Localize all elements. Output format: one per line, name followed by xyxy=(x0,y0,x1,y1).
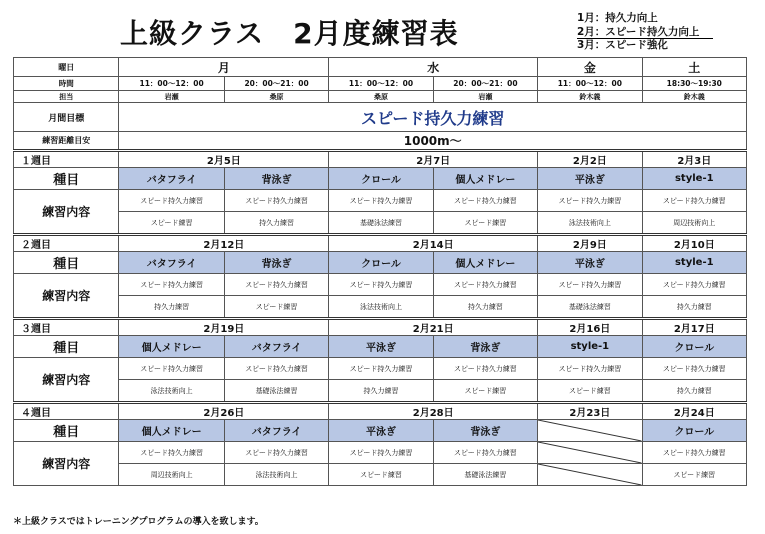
content-label: 練習内容 xyxy=(14,442,119,486)
event-row xyxy=(14,336,747,358)
time-cell: 11：00～12：00 xyxy=(119,77,224,91)
event-cell: バタフライ xyxy=(119,252,224,274)
content-cell: スピード持久力練習 xyxy=(642,274,746,296)
date-cell: 2月10日 xyxy=(642,235,746,252)
event-cell: 平泳ぎ xyxy=(329,420,433,442)
date-cell: 2月28日 xyxy=(329,403,538,420)
content-cell: スピード持久力練習 xyxy=(538,274,642,296)
event-label: 種目 xyxy=(14,420,119,442)
content-cell: 泳法技術向上 xyxy=(329,296,433,319)
time-label: 時間 xyxy=(14,77,119,91)
event-cell: 個人メドレー xyxy=(433,168,537,190)
monthly-theme-legend xyxy=(577,12,713,53)
content-cell: 持久力練習 xyxy=(433,296,537,319)
event-label: 種目 xyxy=(14,168,119,190)
content-cell: 持久力練習 xyxy=(119,296,224,319)
content-cell: 基礎泳法練習 xyxy=(538,296,642,319)
date-cell: 2月26日 xyxy=(119,403,329,420)
event-cell: 背泳ぎ xyxy=(433,420,537,442)
weekday-row xyxy=(14,58,747,77)
content-cell: 泳法技術向上 xyxy=(119,380,224,403)
event-cell: style-1 xyxy=(538,336,642,358)
legend-item-jan: 1月：持久力向上 xyxy=(577,12,658,24)
time-cell: 11：00～12：00 xyxy=(538,77,642,91)
event-cell: 背泳ぎ xyxy=(224,252,328,274)
content-label: 練習内容 xyxy=(14,274,119,319)
event-label: 種目 xyxy=(14,252,119,274)
empty-slot-cell xyxy=(538,464,642,486)
time-cell: 11：00～12：00 xyxy=(329,77,433,91)
event-cell: バタフライ xyxy=(224,420,328,442)
content-cell: スピード持久力練習 xyxy=(224,274,328,296)
goal-row xyxy=(14,103,747,132)
content-row xyxy=(14,380,747,403)
page-title: 上級クラス 2月度練習表 xyxy=(120,17,459,50)
content-label: 練習内容 xyxy=(14,190,119,235)
day-wed: 水 xyxy=(329,58,538,77)
content-cell: スピード持久力練習 xyxy=(329,358,433,380)
content-cell: スピード持久力練習 xyxy=(642,358,746,380)
content-cell: スピード持久力練習 xyxy=(224,190,328,212)
content-cell: スピード持久力練習 xyxy=(433,442,537,464)
practice-schedule-table xyxy=(13,57,747,486)
content-cell: スピード持久力練習 xyxy=(433,358,537,380)
week-label: ２週目 xyxy=(14,235,119,252)
content-cell: スピード持久力練習 xyxy=(119,442,224,464)
time-cell: 20：00～21：00 xyxy=(224,77,328,91)
content-cell: スピード持久力練習 xyxy=(224,358,328,380)
event-cell: 平泳ぎ xyxy=(538,252,642,274)
content-cell: スピード持久力練習 xyxy=(119,190,224,212)
event-cell: クロール xyxy=(642,420,746,442)
content-cell: 周辺技術向上 xyxy=(642,212,746,235)
coach-cell: 鈴木義 xyxy=(642,91,746,103)
content-cell: スピード持久力練習 xyxy=(433,190,537,212)
time-row xyxy=(14,77,747,91)
week-label: ３週目 xyxy=(14,319,119,336)
event-cell: クロール xyxy=(642,336,746,358)
date-cell: 2月19日 xyxy=(119,319,329,336)
content-cell: 泳法技術向上 xyxy=(538,212,642,235)
content-cell: スピード持久力練習 xyxy=(433,274,537,296)
content-cell: スピード持久力練習 xyxy=(538,358,642,380)
coach-cell: 桑原 xyxy=(329,91,433,103)
coach-cell: 岩瀬 xyxy=(433,91,537,103)
content-cell: スピード持久力練習 xyxy=(119,274,224,296)
event-cell: 平泳ぎ xyxy=(329,336,433,358)
week-label: ４週目 xyxy=(14,403,119,420)
content-cell: スピード持久力練習 xyxy=(329,274,433,296)
event-cell: 背泳ぎ xyxy=(224,168,328,190)
legend-item-mar: 3月：スピード強化 xyxy=(577,39,668,51)
event-cell: 個人メドレー xyxy=(119,420,224,442)
event-cell: style-1 xyxy=(642,252,746,274)
strike-diagonal xyxy=(538,420,641,441)
empty-slot-cell xyxy=(538,442,642,464)
date-cell: 2月24日 xyxy=(642,403,746,420)
content-cell: 持久力練習 xyxy=(329,380,433,403)
footnote: ＊上級クラスではトレーニングプログラムの導入を致します。 xyxy=(13,517,264,527)
event-cell: style-1 xyxy=(642,168,746,190)
content-cell: 基礎泳法練習 xyxy=(224,380,328,403)
date-cell: 2月12日 xyxy=(119,235,329,252)
content-row xyxy=(14,464,747,486)
date-cell: 2月7日 xyxy=(329,151,538,168)
content-cell: 周辺技術向上 xyxy=(119,464,224,486)
empty-slot-cell xyxy=(538,420,642,442)
content-cell: 基礎泳法練習 xyxy=(433,464,537,486)
content-cell: スピード練習 xyxy=(433,380,537,403)
content-cell: スピード持久力練習 xyxy=(642,190,746,212)
distance-row xyxy=(14,132,747,151)
content-row xyxy=(14,442,747,464)
day-sat: 土 xyxy=(642,58,746,77)
weekday-label: 曜日 xyxy=(14,58,119,77)
content-cell: 持久力練習 xyxy=(642,296,746,319)
strike-diagonal xyxy=(538,442,641,463)
content-cell: 泳法技術向上 xyxy=(224,464,328,486)
week-label: １週目 xyxy=(14,151,119,168)
week-header-row xyxy=(14,235,747,252)
event-cell: 個人メドレー xyxy=(119,336,224,358)
content-cell: スピード持久力練習 xyxy=(329,190,433,212)
event-cell: 平泳ぎ xyxy=(538,168,642,190)
distance-value: 1000m～ xyxy=(403,134,462,148)
content-cell: スピード持久力練習 xyxy=(538,190,642,212)
content-cell: 持久力練習 xyxy=(224,212,328,235)
goal-label: 月間目標 xyxy=(14,103,119,132)
week-header-row xyxy=(14,319,747,336)
day-fri: 金 xyxy=(538,58,642,77)
event-cell: 個人メドレー xyxy=(433,252,537,274)
coach-label: 担当 xyxy=(14,91,119,103)
distance-label: 練習距離目安 xyxy=(14,132,119,151)
coach-row xyxy=(14,91,747,103)
content-row xyxy=(14,212,747,235)
date-cell: 2月23日 xyxy=(538,403,642,420)
week-header-row xyxy=(14,151,747,168)
content-row xyxy=(14,274,747,296)
date-cell: 2月17日 xyxy=(642,319,746,336)
date-cell: 2月2日 xyxy=(538,151,642,168)
event-row xyxy=(14,168,747,190)
goal-value: スピード持久力練習 xyxy=(361,108,505,128)
event-cell: 背泳ぎ xyxy=(433,336,537,358)
date-cell: 2月14日 xyxy=(329,235,538,252)
date-cell: 2月16日 xyxy=(538,319,642,336)
content-cell: スピード持久力練習 xyxy=(119,358,224,380)
coach-cell: 岩瀬 xyxy=(119,91,224,103)
time-cell: 20：00～21：00 xyxy=(433,77,537,91)
legend-item-feb: 2月：スピード持久力向上 xyxy=(577,26,713,39)
coach-cell: 桑原 xyxy=(224,91,328,103)
content-cell: スピード持久力練習 xyxy=(329,442,433,464)
content-row xyxy=(14,296,747,319)
strike-diagonal xyxy=(538,464,641,485)
coach-cell: 鈴木義 xyxy=(538,91,642,103)
event-row xyxy=(14,252,747,274)
content-cell: スピード持久力練習 xyxy=(642,442,746,464)
content-row xyxy=(14,358,747,380)
date-cell: 2月21日 xyxy=(329,319,538,336)
content-cell: スピード練習 xyxy=(642,464,746,486)
content-label: 練習内容 xyxy=(14,358,119,403)
date-cell: 2月9日 xyxy=(538,235,642,252)
content-cell: スピード練習 xyxy=(433,212,537,235)
content-cell: スピード練習 xyxy=(329,464,433,486)
content-row xyxy=(14,190,747,212)
content-cell: 基礎泳法練習 xyxy=(329,212,433,235)
content-cell: スピード練習 xyxy=(224,296,328,319)
event-cell: クロール xyxy=(329,168,433,190)
content-cell: スピード持久力練習 xyxy=(224,442,328,464)
content-cell: スピード練習 xyxy=(538,380,642,403)
content-cell: 持久力練習 xyxy=(642,380,746,403)
event-row xyxy=(14,420,747,442)
event-cell: クロール xyxy=(329,252,433,274)
event-label: 種目 xyxy=(14,336,119,358)
date-cell: 2月3日 xyxy=(642,151,746,168)
time-cell: 18:30～19:30 xyxy=(642,77,746,91)
event-cell: バタフライ xyxy=(119,168,224,190)
day-mon: 月 xyxy=(119,58,329,77)
date-cell: 2月5日 xyxy=(119,151,329,168)
event-cell: バタフライ xyxy=(224,336,328,358)
content-cell: スピード練習 xyxy=(119,212,224,235)
week-header-row xyxy=(14,403,747,420)
